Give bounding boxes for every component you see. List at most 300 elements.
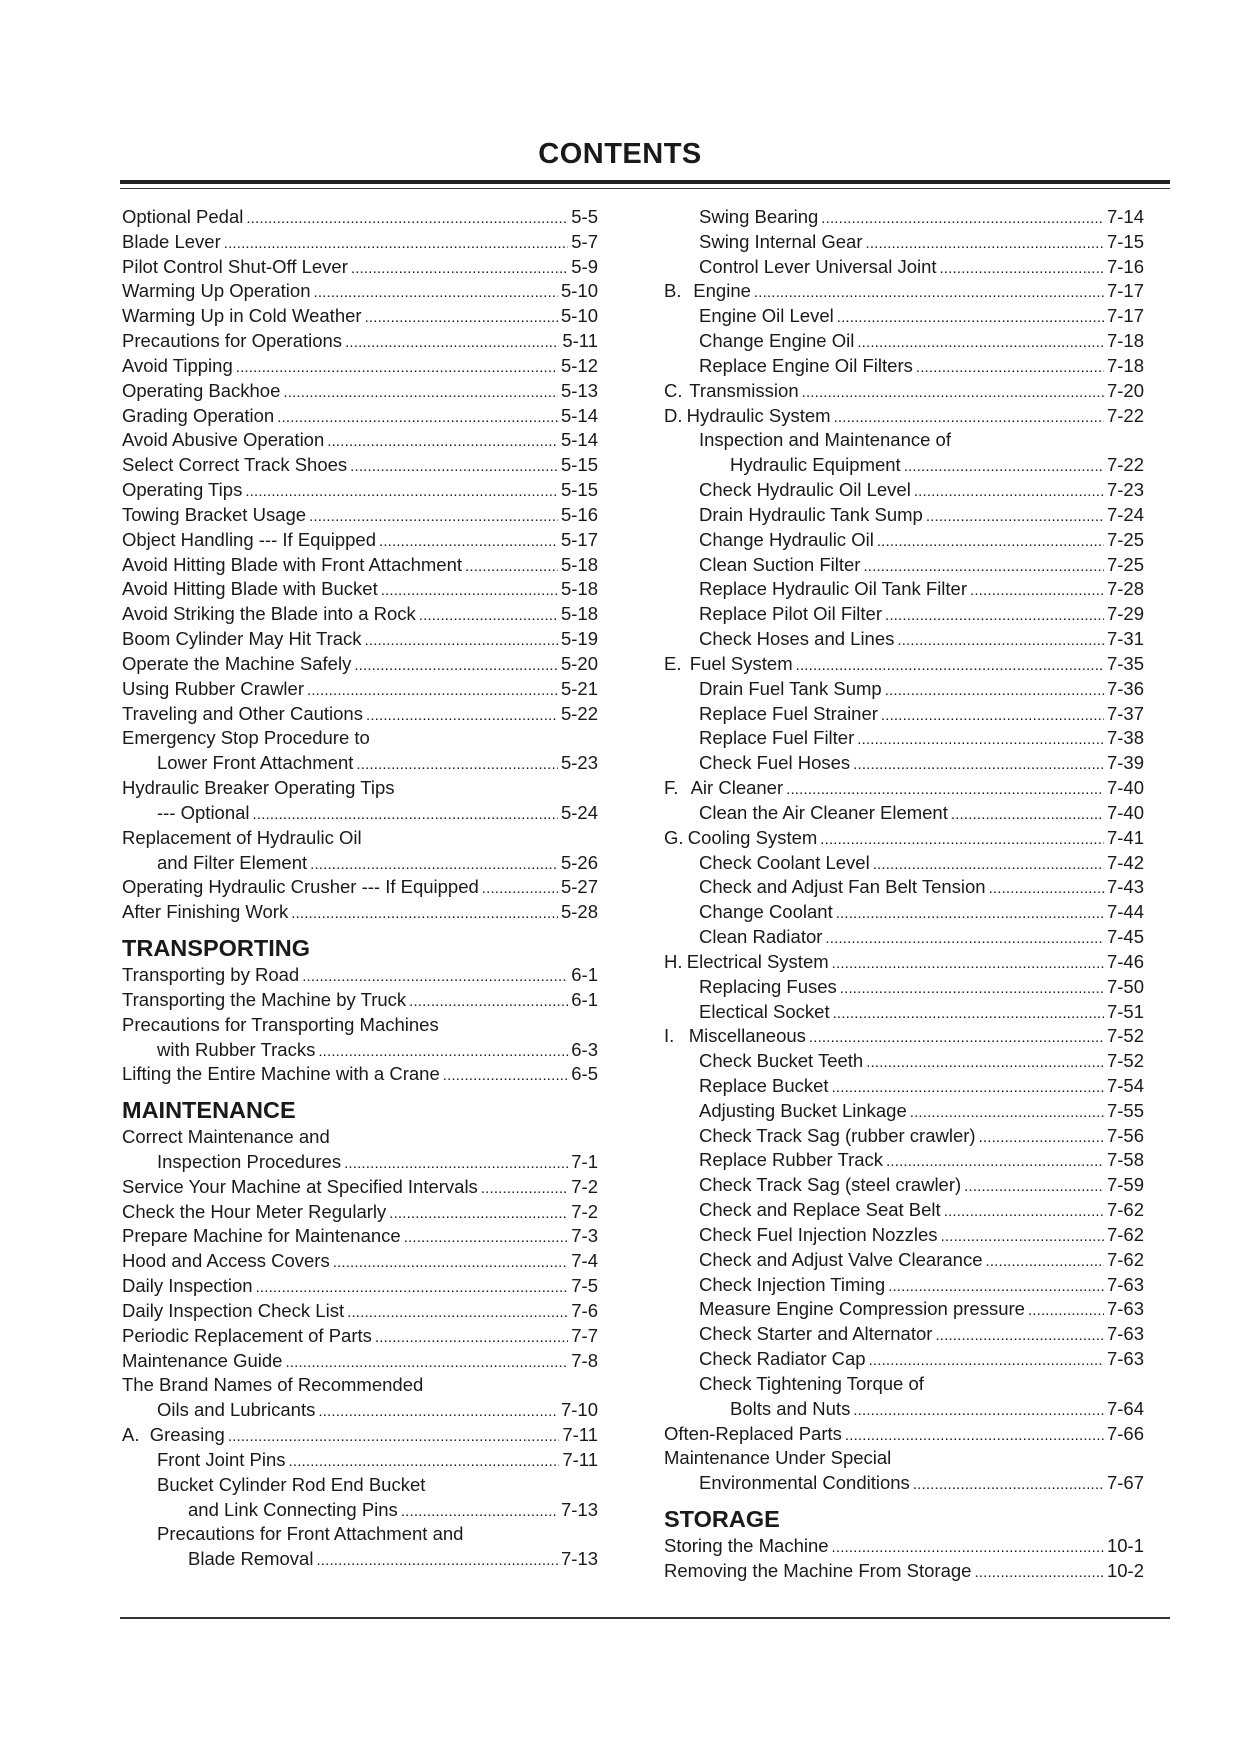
toc-dot-leader [246,205,568,232]
toc-entry [664,354,1144,379]
section-heading-maintenance: MAINTENANCE [122,1097,296,1124]
toc-entry-page: 5-11 [562,330,598,352]
toc-entry [122,453,598,478]
toc-entry-page: 5-10 [560,280,598,302]
toc-entry [664,453,1144,478]
toc-entry [122,553,598,578]
toc-dot-leader [802,379,1104,406]
toc-dot-leader [365,304,558,331]
toc-entry [664,503,1144,528]
toc-entry-title: Swing Internal Gear [699,230,863,252]
toc-dot-leader [354,652,558,679]
toc-entry-title: Prepare Machine for Maintenance [122,1225,401,1247]
toc-dot-leader [389,1200,568,1227]
toc-entry [664,1248,1144,1273]
toc-dot-leader [350,453,558,480]
toc-entry [122,801,598,826]
toc-entry-title: Precautions for Front Attachment and [157,1523,464,1545]
toc-entry-page: 5-13 [560,379,598,401]
toc-entry-title: Grading Operation [122,404,275,426]
toc-entry-title: Check Fuel Hoses [699,752,851,774]
toc-entry-page: 7-35 [1106,652,1144,674]
toc-entry-title: Drain Fuel Tank Sump [699,677,882,699]
toc-entry-page: 7-38 [1106,727,1144,749]
toc-entry-page: 7-7 [571,1324,598,1346]
toc-entry-title: Check Hydraulic Oil Level [699,479,911,501]
toc-entry-title: Check Bucket Teeth [699,1050,864,1072]
toc-entry-page: 7-40 [1106,801,1144,823]
toc-entry-title: Avoid Abusive Operation [122,429,325,451]
toc-dot-leader [327,428,558,455]
toc-entry-letter: I. [664,1025,675,1047]
toc-dot-leader [309,503,558,530]
toc-entry-title: --- Optional [157,801,250,823]
toc-entry-page: 7-63 [1106,1323,1144,1345]
toc-entry-page: 7-39 [1106,752,1144,774]
toc-entry-page: 7-22 [1106,404,1144,426]
title-rule-thick [120,180,1170,184]
toc-entry [122,379,598,404]
toc-entry [122,1249,598,1274]
toc-entry-letter: G. [664,826,684,848]
toc-entry-page: 7-5 [571,1275,598,1297]
toc-dot-leader [245,478,558,505]
toc-dot-leader [821,205,1104,232]
toc-entry [664,1173,1144,1198]
toc-dot-leader [832,1074,1104,1101]
toc-entry-page: 7-63 [1106,1273,1144,1295]
toc-entry [664,751,1144,776]
toc-entry-title: Operating Tips [122,479,243,501]
toc-entry-title: Pilot Control Shut-Off Lever [122,255,348,277]
toc-entry-title: Change Coolant [699,901,833,923]
toc-entry-page: 7-31 [1106,628,1144,650]
toc-entry-page: 7-13 [560,1498,598,1520]
toc-entry [122,503,598,528]
toc-dot-leader [886,1148,1104,1175]
toc-entry-letter: A. [122,1424,140,1446]
toc-entry-title: Check Tightening Torque of [699,1372,924,1394]
toc-entry [664,975,1144,1000]
toc-dot-leader [256,1274,569,1301]
toc-entry-title: Using Rubber Crawler [122,677,304,699]
toc-entry-page: 5-18 [560,578,598,600]
toc-entry [664,1049,1144,1074]
toc-entry-page: 6-1 [571,988,598,1010]
toc-dot-leader [481,1175,568,1202]
toc-entry-title: and Filter Element [157,851,308,873]
toc-entry-title: Front Joint Pins [157,1448,286,1470]
toc-entry [664,1372,1144,1397]
toc-dot-leader [754,279,1104,306]
toc-entry-page: 5-5 [571,206,598,227]
toc-entry-title: The Brand Names of Recommended [122,1374,424,1396]
toc-entry [122,751,598,776]
toc-entry-title: Precautions for Operations [122,330,343,352]
toc-entry-title: Check Starter and Alternator [699,1323,933,1345]
toc-entry [664,1446,1144,1471]
toc-entry [122,1150,598,1175]
toc-entry-page: 7-44 [1106,901,1144,923]
toc-entry [122,963,598,988]
toc-entry [664,1322,1144,1347]
toc-dot-leader [482,875,558,902]
toc-entry-page: 7-42 [1106,851,1144,873]
toc-entry-page: 5-28 [560,901,598,923]
toc-entry-title: Electical Socket [699,1000,830,1022]
toc-entry [664,329,1144,354]
toc-entry-title: Maintenance Guide [122,1349,283,1371]
toc-entry [122,1224,598,1249]
toc-entry [122,1473,598,1498]
toc-entry-title: and Link Connecting Pins [188,1498,398,1520]
toc-entry [664,1273,1144,1298]
toc-entry-title: Operating Hydraulic Crusher --- If Equipped [122,876,479,898]
toc-entry [122,1324,598,1349]
toc-entry-page: 7-2 [571,1175,598,1197]
toc-entry-title: Traveling and Other Cautions [122,702,363,724]
toc-entry-page: 7-58 [1106,1149,1144,1171]
toc-entry-title: Inspection Procedures [157,1150,342,1172]
toc-entry-page: 7-2 [571,1200,598,1222]
toc-entry [122,1200,598,1225]
toc-entry [122,851,598,876]
toc-entry [122,1274,598,1299]
toc-dot-leader [837,304,1104,331]
toc-entry [122,1373,598,1398]
toc-entry [122,1175,598,1200]
toc-entry-page: 5-18 [560,603,598,625]
toc-dot-leader [857,329,1104,356]
toc-entry [122,205,598,230]
toc-entry [664,900,1144,925]
toc-entry-title: Hood and Access Covers [122,1250,330,1272]
toc-entry-title: Transporting by Road [122,964,300,986]
toc-dot-leader [935,1322,1104,1349]
toc-entry-title: Towing Bracket Usage [122,503,307,525]
toc-dot-leader [857,726,1104,753]
storage-entries [664,1534,1144,1584]
toc-entry [122,230,598,255]
page-title: CONTENTS [538,138,702,170]
toc-entry [664,379,1144,404]
toc-entry-page: 7-18 [1106,354,1144,376]
toc-entry-page: 10-2 [1106,1559,1144,1581]
toc-dot-leader [910,1099,1104,1126]
toc-entry [664,1397,1144,1422]
toc-entry-title: Replace Fuel Filter [699,727,855,749]
toc-entry [122,1547,598,1572]
toc-entry [122,702,598,727]
toc-dot-leader [356,751,558,778]
toc-entry [664,1124,1144,1149]
toc-entry-title: Replace Engine Oil Filters [699,354,913,376]
toc-entry [664,404,1144,429]
toc-entry [122,528,598,553]
toc-entry-page: 5-18 [560,553,598,575]
toc-entry-letter: B. [664,280,682,302]
toc-entry-page: 7-66 [1106,1422,1144,1444]
toc-entry-page: 7-17 [1106,280,1144,302]
toc-entry [122,1522,598,1547]
toc-entry-title: Optional Pedal [122,206,244,227]
toc-entry-title: Cooling System [687,826,818,848]
toc-entry [664,1223,1144,1248]
toc-entry [664,1297,1144,1322]
toc-entry-page: 5-21 [560,677,598,699]
toc-dot-leader [885,677,1104,704]
toc-entry-title: After Finishing Work [122,901,289,923]
toc-entry [664,1148,1144,1173]
toc-entry-title: Swing Bearing [699,206,819,227]
toc-entry-page: 7-22 [1106,454,1144,476]
toc-entry-page: 7-62 [1106,1223,1144,1245]
toc-entry-title: Boom Cylinder May Hit Track [122,628,362,650]
toc-entry-title: Check Injection Timing [699,1273,886,1295]
toc-entry-title: Replace Bucket [699,1074,829,1096]
toc-dot-leader [379,528,558,555]
toc-entry-title: Check the Hour Meter Regularly [122,1200,387,1222]
toc-entry [664,652,1144,677]
toc-dot-leader [877,528,1104,555]
toc-entry-page: 7-10 [560,1399,598,1421]
toc-entry-title: Measure Engine Compression pressure [699,1298,1025,1320]
toc-dot-leader [869,1347,1104,1374]
toc-entry [664,950,1144,975]
toc-dot-leader [832,1534,1104,1561]
toc-entry [122,1038,598,1063]
right-column [664,205,1144,1584]
toc-entry-page: 7-11 [562,1424,598,1446]
toc-entry-page: 5-23 [560,752,598,774]
toc-dot-leader [228,1423,560,1450]
toc-dot-leader [365,627,558,654]
toc-entry-page: 7-37 [1106,702,1144,724]
toc-entry-title: Change Engine Oil [699,330,855,352]
toc-entry-page: 7-54 [1106,1074,1144,1096]
toc-dot-leader [974,1559,1104,1586]
toc-dot-leader [832,950,1104,977]
toc-entry-title: Clean Radiator [699,926,823,948]
toc-dot-leader [897,627,1104,654]
toc-entry-title: Electrical System [686,950,829,972]
toc-dot-leader [885,602,1104,629]
toc-entry [122,627,598,652]
toc-entry [664,875,1144,900]
toc-entry-title: Blade Lever [122,230,221,252]
toc-entry-title: Check Track Sag (rubber crawler) [699,1124,976,1146]
toc-entry-page: 7-16 [1106,255,1144,277]
toc-entry-page: 7-46 [1106,950,1144,972]
toc-dot-leader [404,1224,569,1251]
toc-dot-leader [853,751,1104,778]
toc-entry-page: 7-18 [1106,330,1144,352]
toc-entry-page: 5-26 [560,851,598,873]
toc-dot-leader [866,1049,1104,1076]
toc-entry [122,1013,598,1038]
toc-entry [664,925,1144,950]
toc-dot-leader [853,1397,1104,1424]
toc-entry [664,553,1144,578]
toc-entry-page: 7-20 [1106,379,1144,401]
toc-entry-title: Lower Front Attachment [157,752,354,774]
toc-entry-title: Clean the Air Cleaner Element [699,801,948,823]
toc-dot-leader [914,478,1104,505]
left-entries [122,205,598,925]
toc-dot-leader [834,404,1104,431]
toc-entry [122,354,598,379]
toc-entry-page: 5-12 [560,354,598,376]
toc-entry [664,1024,1144,1049]
toc-entry-page: 6-1 [571,964,598,986]
toc-dot-leader [419,602,558,629]
toc-entry-page: 5-15 [560,479,598,501]
toc-dot-leader [863,553,1104,580]
toc-entry-page: 7-56 [1106,1124,1144,1146]
toc-entry [664,627,1144,652]
toc-entry-page: 5-10 [560,305,598,327]
toc-dot-leader [940,255,1104,282]
toc-entry [664,1347,1144,1372]
toc-entry-page: 7-45 [1106,926,1144,948]
toc-entry-page: 7-64 [1106,1397,1144,1419]
toc-dot-leader [314,279,558,306]
toc-entry-page: 7-11 [562,1448,598,1470]
toc-dot-leader [307,677,558,704]
toc-entry [122,279,598,304]
toc-entry-page: 10-1 [1106,1535,1144,1557]
toc-dot-leader [236,354,558,381]
toc-entry-page: 7-41 [1106,826,1144,848]
toc-entry-title: Replacing Fuses [699,975,837,997]
toc-dot-leader [443,1062,568,1089]
toc-entry [664,726,1144,751]
toc-entry-page: 5-15 [560,454,598,476]
toc-entry-title: Check Radiator Cap [699,1348,866,1370]
toc-entry-title: Check Coolant Level [699,851,870,873]
toc-entry [122,428,598,453]
toc-entry [122,677,598,702]
toc-entry-page: 7-40 [1106,777,1144,799]
toc-entry-title: Daily Inspection [122,1275,253,1297]
toc-entry-page: 7-6 [571,1299,598,1321]
toc-dot-leader [381,577,558,604]
toc-dot-leader [944,1198,1104,1225]
toc-entry-title: Check and Adjust Valve Clearance [699,1248,983,1270]
toc-entry-title: Warming Up Operation [122,280,311,302]
toc-entry-title: Fuel System [689,652,793,674]
toc-entry-title: Avoid Striking the Blade into a Rock [122,603,416,625]
toc-entry-title: with Rubber Tracks [157,1038,316,1060]
toc-dot-leader [375,1324,568,1351]
toc-dot-leader [302,963,568,990]
toc-entry-page: 7-13 [560,1548,598,1570]
right-entries [664,205,1144,1496]
toc-entry-page: 7-28 [1106,578,1144,600]
toc-entry-title: Correct Maintenance and [122,1126,330,1148]
toc-entry [664,478,1144,503]
toc-entry [122,1398,598,1423]
toc-entry-title: Storing the Machine [664,1535,829,1557]
toc-entry [122,602,598,627]
toc-dot-leader [224,230,569,257]
toc-dot-leader [836,900,1104,927]
toc-entry-title: Periodic Replacement of Parts [122,1324,372,1346]
toc-entry-title: Check Track Sag (steel crawler) [699,1174,962,1196]
toc-entry-title: Engine Oil Level [699,305,834,327]
toc-entry-title: Check Fuel Injection Nozzles [699,1223,938,1245]
toc-entry [122,577,598,602]
toc-entry-title: Hydraulic Equipment [730,454,901,476]
toc-entry [122,304,598,329]
toc-entry [664,255,1144,280]
toc-dot-leader [366,702,558,729]
toc-entry [664,428,1144,453]
toc-entry [664,826,1144,851]
transporting-entries [122,963,598,1087]
toc-dot-leader [941,1223,1104,1250]
toc-entry-page: 7-8 [571,1349,598,1371]
toc-entry-title: Blade Removal [188,1548,314,1570]
toc-dot-leader [333,1249,569,1276]
section-heading-transporting: TRANSPORTING [122,935,310,962]
toc-entry-page: 7-43 [1106,876,1144,898]
left-column [122,205,598,1572]
toc-entry-page: 7-63 [1106,1348,1144,1370]
toc-entry-title: Lifting the Entire Machine with a Crane [122,1063,440,1085]
toc-dot-leader [796,652,1104,679]
toc-entry-page: 7-3 [571,1225,598,1247]
toc-entry-title: Drain Hydraulic Tank Sump [699,503,923,525]
toc-entry-title: Hydraulic System [686,404,831,426]
toc-entry-title: Service Your Machine at Specified Intervals [122,1175,478,1197]
toc-entry-page: 5-22 [560,702,598,724]
toc-dot-leader [986,1248,1104,1275]
toc-entry [664,1534,1144,1559]
toc-entry-page: 7-67 [1106,1472,1144,1494]
toc-entry [664,702,1144,727]
toc-entry [122,329,598,354]
toc-entry-title: Avoid Hitting Blade with Front Attachment [122,553,463,575]
toc-entry [122,1299,598,1324]
toc-entry-title: Greasing [149,1424,225,1446]
toc-dot-leader [904,453,1104,480]
toc-dot-leader [345,329,559,356]
toc-entry-title: Bolts and Nuts [730,1397,851,1419]
toc-entry-page: 7-55 [1106,1099,1144,1121]
toc-entry-page: 5-9 [571,255,598,277]
toc-entry [122,255,598,280]
toc-entry [664,279,1144,304]
toc-entry [122,875,598,900]
toc-entry-title: Emergency Stop Procedure to [122,727,370,749]
toc-entry-title: Daily Inspection Check List [122,1299,345,1321]
toc-dot-leader [926,503,1104,530]
toc-entry-title: Check and Replace Seat Belt [699,1199,941,1221]
toc-entry-letter: C. [664,379,683,401]
toc-entry-page: 7-24 [1106,503,1144,525]
toc-entry-title: Maintenance Under Special [664,1447,892,1469]
toc-entry [664,1471,1144,1496]
toc-dot-leader [820,826,1104,853]
toc-entry-title: Air Cleaner [690,777,784,799]
toc-entry [122,1448,598,1473]
toc-dot-leader [351,255,568,282]
toc-entry [122,988,598,1013]
toc-entry-page: 7-50 [1106,975,1144,997]
toc-entry-title: Inspection and Maintenance of [699,429,951,451]
toc-entry-title: Warming Up in Cold Weather [122,305,362,327]
